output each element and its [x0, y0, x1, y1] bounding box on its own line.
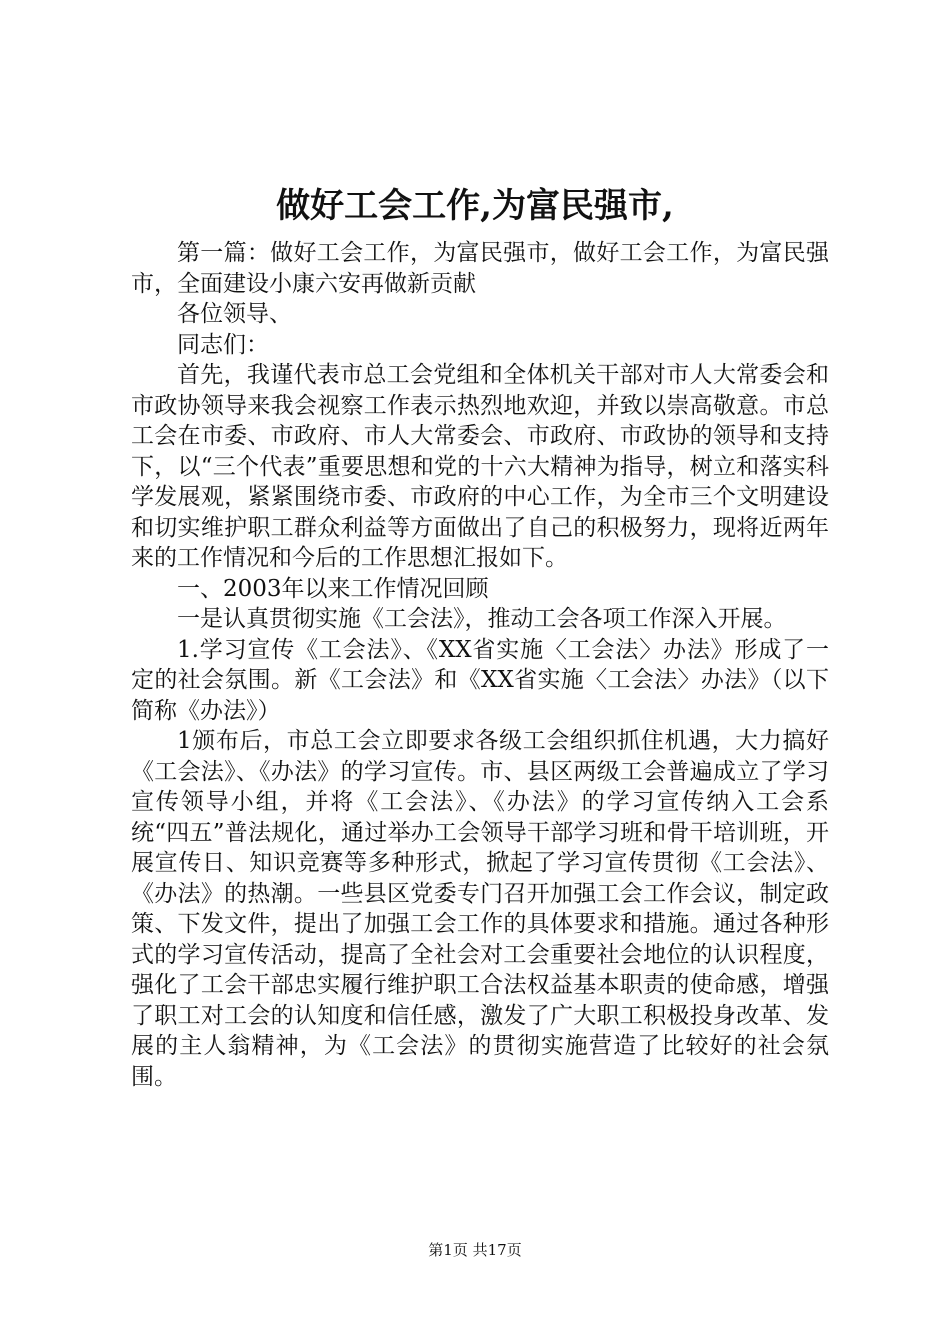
page-number: 第1页 共17页: [428, 1241, 522, 1259]
section-heading: 一、2003年以来工作情况回顾: [177, 575, 489, 602]
document-body: [131, 238, 829, 1092]
paragraph-salutation-comrades: 同志们：: [177, 331, 269, 358]
paragraph-intro: 第一篇：做好工会工作，为富民强市，做好工会工作，为富民强市，全面建设小康六安再做新贡献: [131, 240, 829, 297]
paragraph-item-1: 1.学习宣传《工会法》、《XX省实施〈工会法〉办法》形成了一定的社会氛围。新《工会法》和《XX省实施〈工会法〉办法》（以下简称《办法》）: [131, 636, 829, 724]
document-title: 做好工会工作,为富民强市,: [276, 186, 674, 226]
paragraph-opening: 首先，我谨代表市总工会党组和全体机关干部对市人大常委会和市政协领导来我会视察工作表示热烈地欢迎，并致以崇高敬意。市总工会在市委、市政府、市人大常委会、市政府、市政协的领导和支持下，以“三个代表”重要思想和党的十六大精神为指导，树立和落实科学发展观，紧紧围绕市委、市政府的中心工作，为全市三个文明建设和切实维护职工群众利益等方面做出了自己的积极努力，现将近两年来的工作情况和今后的工作思想汇报如下。: [131, 362, 829, 571]
paragraph-point-one: 一是认真贯彻实施《工会法》，推动工会各项工作深入开展。: [177, 606, 787, 632]
paragraph-salutation-leaders: 各位领导、: [177, 301, 292, 327]
paragraph-item-1-detail: 1颁布后，市总工会立即要求各级工会组织抓住机遇，大力搞好《工会法》、《办法》的学习宣传。市、县区两级工会普遍成立了学习宣传领导小组，并将《工会法》、《办法》的学习宣传纳入工会系统“四五”普法规化，通过举办工会领导干部学习班和骨干培训班，开展宣传日、知识竞赛等多种形式，掀起了学习宣传贯彻《工会法》、《办法》的热潮。一些县区党委专门召开加强工会工作会议，制定政策、下发文件，提出了加强工会工作的具体要求和措施。通过各种形式的学习宣传活动，提高了全社会对工会重要社会地位的认识程度，强化了工会干部忠实履行维护职工合法权益基本职责的使命感，增强了职工对工会的认知度和信任感，激发了广大职工积极投身改革、发展的主人翁精神，为《工会法》的贯彻实施营造了比较好的社会氛围。: [131, 728, 829, 1090]
